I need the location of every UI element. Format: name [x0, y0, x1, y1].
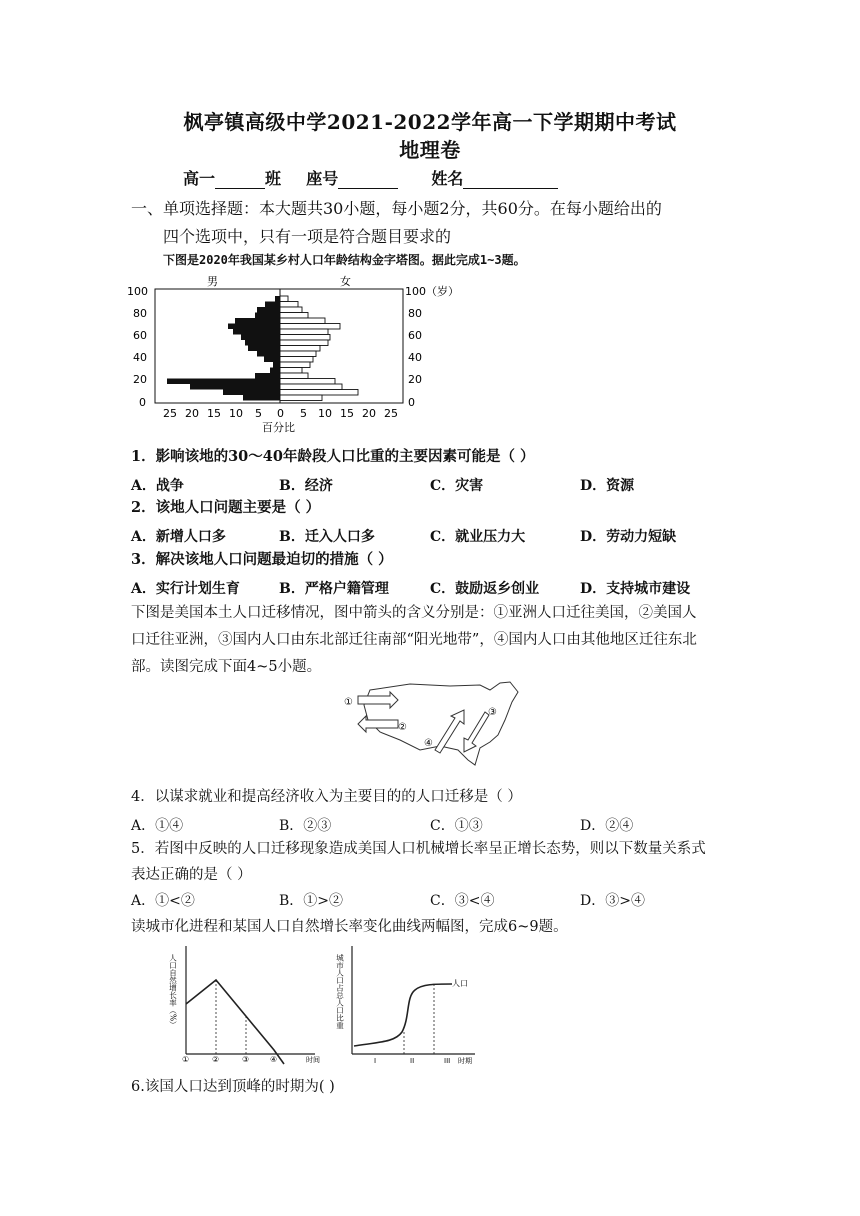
marker-2: ② [398, 722, 407, 733]
x-tick: 10 [318, 407, 332, 420]
urbanization-curve [354, 984, 452, 1046]
q5-option-d[interactable]: D．③>④ [580, 893, 645, 909]
q1-option-d[interactable]: D．资源 [580, 478, 635, 494]
name-blank[interactable] [463, 172, 558, 189]
q2-option-a[interactable]: A．新增人口多 [131, 529, 226, 545]
graph1-tick: ④ [270, 1055, 278, 1064]
q1-option-c[interactable]: C．灾害 [430, 478, 484, 494]
marker-3: ③ [488, 707, 497, 718]
question-2: 2．该地人口问题主要是（ ） [131, 499, 321, 516]
question-3: 3．解决该地人口问题最迫切的措施（ ） [131, 551, 393, 568]
x-tick: 5 [255, 407, 262, 420]
question-6: 6.该国人口达到顶峰的时期为( ) [131, 1079, 335, 1095]
x-tick: 15 [207, 407, 221, 420]
y-tick-80: 80 [133, 307, 147, 320]
graph1-tick: ③ [242, 1055, 250, 1064]
x-tick: 25 [384, 407, 398, 420]
graph2-ylabel: 城市人口占总人口比重 [335, 954, 345, 1029]
age-unit: 100（岁） [405, 285, 459, 298]
us-intro-line2: 口迁往亚洲，③国内人口由东北部迁往南部“阳光地带”，④国内人口由其他地区迁往东北 [131, 632, 697, 648]
female-bars [280, 296, 358, 401]
q3-option-c[interactable]: C．鼓励返乡创业 [430, 581, 540, 597]
x-tick: 10 [229, 407, 243, 420]
marker-4: ④ [424, 738, 433, 749]
section-heading-line1: 一、单项选择题：本大题共30小题，每小题2分，共60分。在每小题给出的 [131, 199, 662, 218]
question-1: 1．影响该地的30～40年龄段人口比重的主要因素可能是（ ） [131, 448, 535, 465]
x-ticks [163, 407, 398, 420]
q2-option-c[interactable]: C．就业压力大 [430, 529, 526, 545]
us-intro-line1: 下图是美国本土人口迁移情况，图中箭头的含义分别是：①亚洲人口迁往美国，②美国人 [131, 605, 697, 621]
x-tick: 5 [300, 407, 307, 420]
section-heading-line2: 四个选项中，只有一项是符合题目要求的 [163, 227, 452, 246]
graph2-tick: II [410, 1057, 415, 1065]
q4-option-b[interactable]: B．②③ [279, 818, 332, 834]
q1-option-b[interactable]: B．经济 [279, 478, 333, 494]
question-5-line2: 表达正确的是（ ） [131, 867, 252, 883]
question-4: 4．以谋求就业和提高经济收入为主要目的的人口迁移是（ ） [131, 789, 522, 805]
y-tick-100: 100 [127, 285, 148, 298]
y-tick-right-0: 0 [408, 396, 415, 409]
arrow-4 [435, 710, 464, 753]
urbanization-graph [335, 942, 490, 1067]
x-tick: 0 [277, 407, 284, 420]
marker-1: ① [344, 697, 353, 708]
graph2-tick: I [374, 1057, 377, 1065]
q3-option-a[interactable]: A．实行计划生育 [131, 581, 240, 597]
y-tick-right-40: 40 [408, 351, 422, 364]
x-tick: 25 [163, 407, 177, 420]
q4-option-c[interactable]: C．①③ [430, 818, 483, 834]
us-intro-line3: 部。读图完成下面4~5小题。 [131, 659, 322, 675]
y-tick-right-20: 20 [408, 373, 422, 386]
y-tick-right-80: 80 [408, 307, 422, 320]
q4-option-d[interactable]: D．②④ [580, 818, 634, 834]
class-label: 班 [265, 169, 282, 188]
graph1-xlabel: 时间 [306, 1056, 320, 1064]
graph2-curve-label: 人口 [452, 979, 468, 988]
exam-title: 枫亭镇高级中学2021-2022学年高一下学期期中考试 [183, 110, 677, 134]
growth-rate-graph [170, 942, 330, 1067]
x-tick: 15 [340, 407, 354, 420]
q1-option-a[interactable]: A．战争 [131, 478, 184, 494]
population-pyramid [125, 273, 459, 438]
male-bars [167, 296, 280, 401]
graph2-xlabel: 时期 [458, 1057, 472, 1065]
seat-blank[interactable] [338, 172, 398, 189]
x-tick: 20 [362, 407, 376, 420]
y-tick-0: 0 [139, 396, 146, 409]
x-tick: 20 [185, 407, 199, 420]
grade-label: 高一 [183, 169, 216, 188]
male-label: 男 [207, 275, 218, 288]
q2-option-d[interactable]: D．劳动力短缺 [580, 529, 677, 545]
growth-line [186, 980, 284, 1064]
q4-option-a[interactable]: A．①④ [131, 818, 184, 834]
arrow-3 [464, 712, 489, 752]
y-tick-60: 60 [133, 329, 147, 342]
y-tick-40: 40 [133, 351, 147, 364]
exam-subtitle: 地理卷 [399, 138, 461, 162]
female-label: 女 [340, 275, 351, 288]
name-label: 姓名 [431, 169, 464, 188]
y-tick-right-60: 60 [408, 329, 422, 342]
urban-intro: 读城市化进程和某国人口自然增长率变化曲线两幅图，完成6~9题。 [131, 919, 568, 935]
q3-option-b[interactable]: B．严格户籍管理 [279, 581, 389, 597]
q5-option-c[interactable]: C．③<④ [430, 893, 495, 909]
us-migration-map [340, 680, 525, 775]
student-info [183, 166, 558, 189]
q5-option-a[interactable]: A．①<② [131, 893, 195, 909]
graph1-tick: ② [212, 1055, 220, 1064]
y-tick-20: 20 [133, 373, 147, 386]
q2-option-b[interactable]: B．迁入人口多 [279, 529, 375, 545]
graph2-tick: III [444, 1057, 451, 1065]
question-5-line1: 5．若图中反映的人口迁移现象造成美国人口机械增长率呈正增长态势，则以下数量关系式 [131, 841, 706, 857]
pyramid-intro: 下图是2020年我国某乡村人口年龄结构金字塔图。据此完成1~3题。 [163, 253, 526, 267]
graph1-ylabel: 人口自然增长率（%） [168, 954, 178, 1029]
q3-option-d[interactable]: D．支持城市建设 [580, 581, 691, 597]
seat-label: 座号 [306, 169, 339, 188]
class-blank[interactable] [215, 172, 265, 189]
q5-option-b[interactable]: B．①>② [279, 893, 344, 909]
x-axis-label: 百分比 [262, 421, 295, 434]
graph1-tick: ① [182, 1055, 190, 1064]
